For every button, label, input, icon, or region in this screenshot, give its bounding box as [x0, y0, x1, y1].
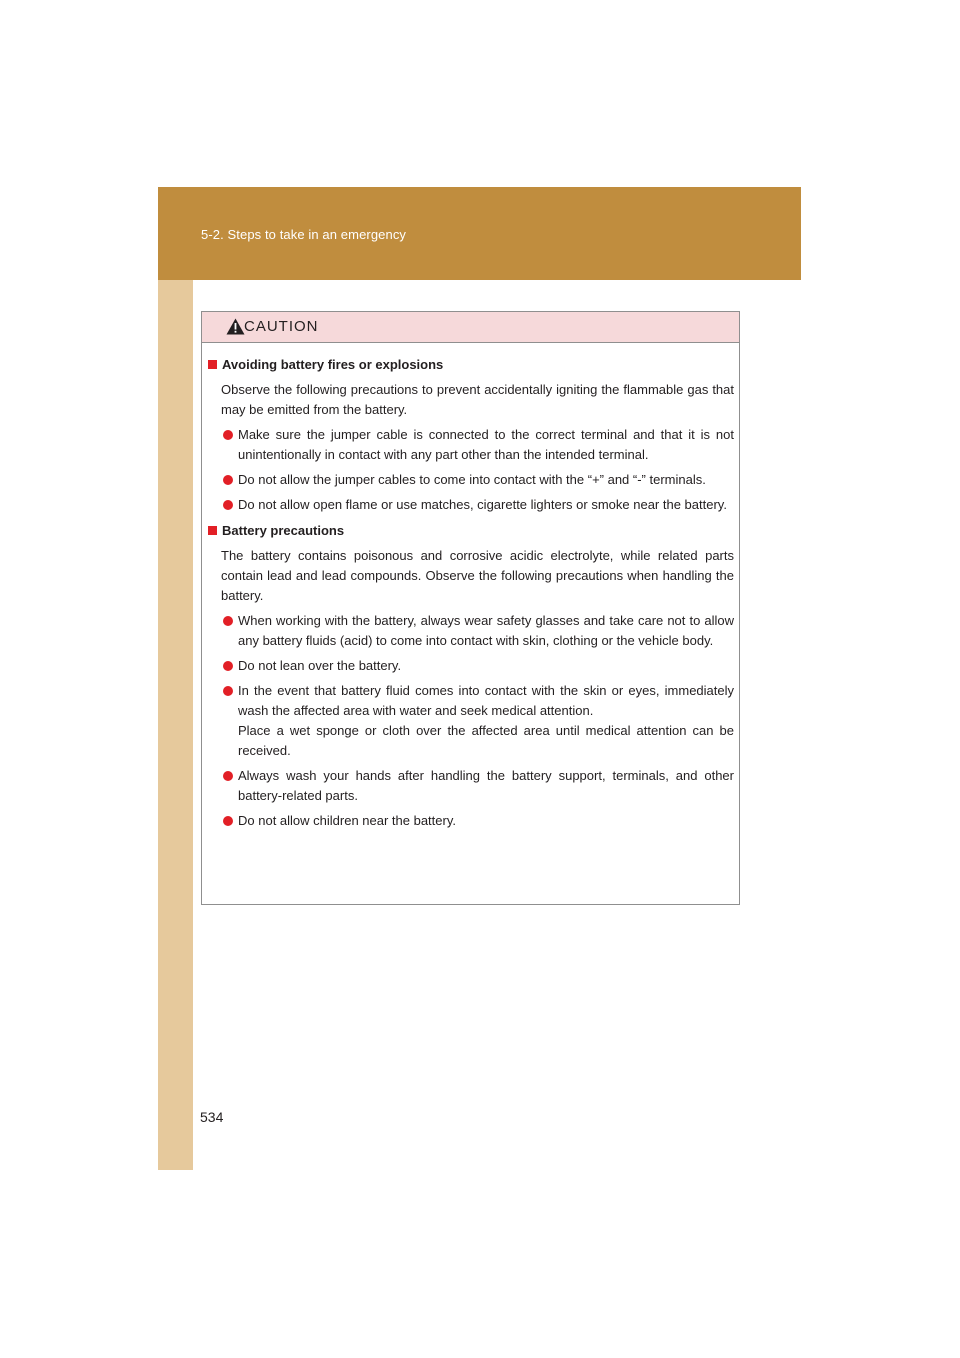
list-item-continuation: Place a wet sponge or cloth over the affected area until medical attention can be received. — [238, 723, 734, 758]
page-sidebar-strip — [158, 187, 193, 1170]
page-number: 534 — [200, 1109, 224, 1125]
caution-box — [201, 311, 740, 905]
warning-triangle-icon — [226, 318, 245, 335]
red-dot-bullet-icon — [223, 475, 233, 485]
list-item: Do not allow open flame or use matches, cigarette lighters or smoke near the battery. — [207, 495, 734, 515]
caution-title: CAUTION — [244, 318, 319, 335]
section-heading: Avoiding battery fires or explosions — [207, 355, 734, 375]
red-dot-bullet-icon — [223, 430, 233, 440]
section-heading: Battery precautions — [207, 521, 734, 541]
list-item: Always wash your hands after handling the battery support, terminals, and other battery-related parts. — [207, 766, 734, 806]
red-square-bullet-icon — [208, 360, 217, 369]
section-header — [158, 187, 801, 280]
red-square-bullet-icon — [208, 526, 217, 535]
list-item: Do not lean over the battery. — [207, 656, 734, 676]
red-dot-bullet-icon — [223, 686, 233, 696]
red-dot-bullet-icon — [223, 616, 233, 626]
list-item: Do not allow the jumper cables to come into contact with the “+” and “-” terminals. — [207, 470, 734, 490]
section-title: 5-2. Steps to take in an emergency — [201, 227, 407, 242]
section-intro: The battery contains poisonous and corrosive acidic electrolyte, while related parts contain lead and lead compounds. Observe the following precautions when handling the battery. — [221, 548, 734, 603]
red-dot-bullet-icon — [223, 661, 233, 671]
red-dot-bullet-icon — [223, 771, 233, 781]
caution-header — [202, 312, 739, 343]
list-item: In the event that battery fluid comes into contact with the skin or eyes, immediately wash the affected area with water and seek medical attention. Place a wet sponge or cloth over the affected area until medical attention can be received. — [207, 681, 734, 761]
list-item: Make sure the jumper cable is connected to the correct terminal and that it is not unintentionally in contact with any part other than the intended terminal. — [207, 425, 734, 465]
section-intro: Observe the following precautions to prevent accidentally igniting the flammable gas that may be emitted from the battery. — [221, 382, 734, 417]
red-dot-bullet-icon — [223, 500, 233, 510]
caution-body — [202, 343, 739, 831]
list-item: Do not allow children near the battery. — [207, 811, 734, 831]
list-item: When working with the battery, always wear safety glasses and take care not to allow any battery fluids (acid) to come into contact with skin, clothing or the vehicle body. — [207, 611, 734, 651]
red-dot-bullet-icon — [223, 816, 233, 826]
